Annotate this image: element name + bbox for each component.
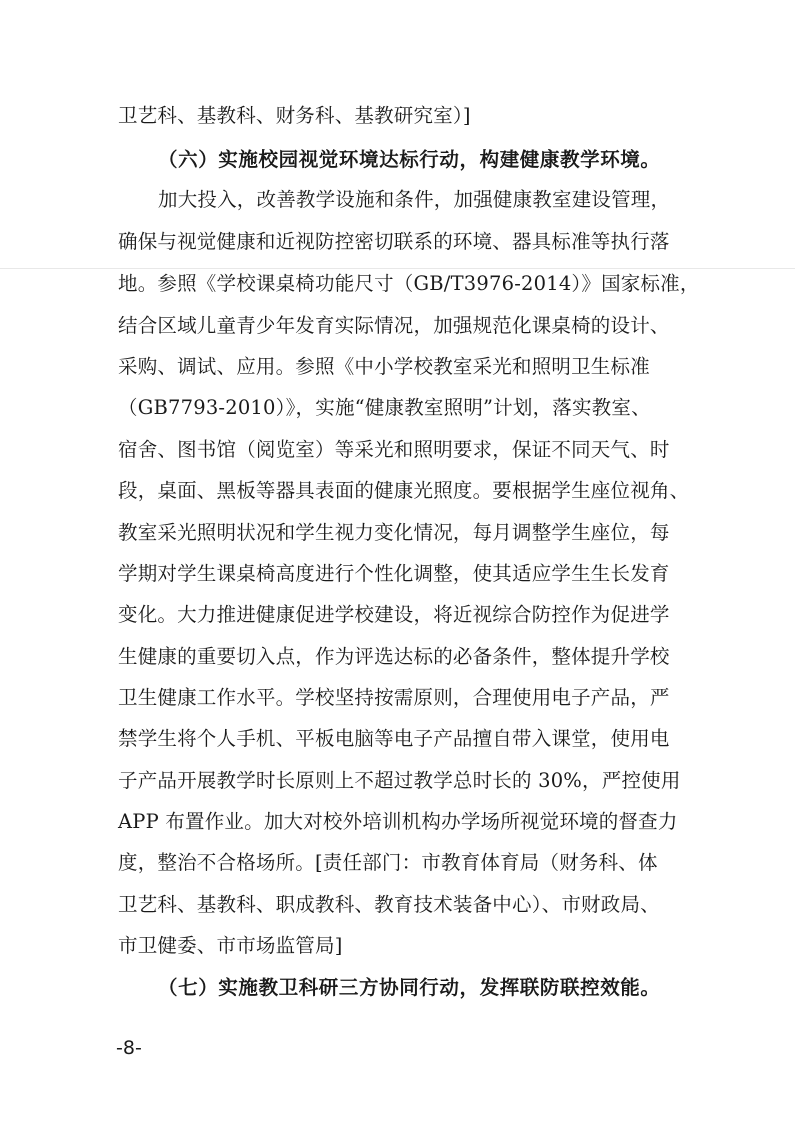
text-line: 地。参照《学校课桌椅功能尺寸（GB/T3976-2014）》国家标准， — [118, 272, 700, 295]
paragraph-first-line: 加大投入，改善教学设施和条件，加强健康教室建设管理， — [158, 188, 671, 211]
text-line: 教室采光照明状况和学生视力变化情况，每月调整学生座位，每 — [118, 521, 670, 544]
text-line: 子产品开展教学时长原则上不超过教学总时长的 30%，严控使用 — [118, 769, 681, 792]
text-line: 宿舍、图书馆（阅览室）等采光和照明要求，保证不同天气、时 — [118, 438, 670, 461]
text-line: 卫艺科、基教科、财务科、基教研究室）] — [118, 104, 471, 127]
page-number: -8- — [116, 1037, 142, 1059]
text-line: 结合区域儿童青少年发育实际情况，加强规范化课桌椅的设计、 — [118, 314, 670, 337]
scan-artifact-line — [0, 268, 795, 269]
text-line: 市卫健委、市市场监管局] — [118, 934, 343, 957]
section-heading-six: （六）实施校园视觉环境达标行动，构建健康教学环境。 — [158, 148, 661, 171]
text-line: 变化。大力推进健康促进学校建设，将近视综合防控作为促进学 — [118, 603, 670, 626]
text-line: 卫生健康工作水平。学校坚持按需原则，合理使用电子产品，严 — [118, 686, 670, 709]
text-line: 学期对学生课桌椅高度进行个性化调整，使其适应学生生长发育 — [118, 562, 670, 585]
text-line: APP 布置作业。加大对校外培训机构办学场所视觉环境的督查力 — [118, 810, 678, 833]
text-line: 度，整治不合格场所。[责任部门：市教育体育局（财务科、体 — [118, 851, 658, 874]
text-line: 采购、调试、应用。参照《中小学校教室采光和照明卫生标准 — [118, 355, 650, 378]
text-line: （GB7793-2010）》，实施“健康教室照明”计划，落实教室、 — [118, 396, 651, 419]
text-line: 卫艺科、基教科、职成教科、教育技术装备中心）、市财政局、 — [118, 893, 660, 916]
text-line: 禁学生将个人手机、平板电脑等电子产品擅自带入课堂，使用电 — [118, 727, 670, 750]
text-line: 段，桌面、黑板等器具表面的健康光照度。要根据学生座位视角、 — [118, 479, 690, 502]
section-heading-seven: （七）实施教卫科研三方协同行动，发挥联防联控效能。 — [158, 976, 661, 999]
text-line: 生健康的重要切入点，作为评选达标的必备条件，整体提升学校 — [118, 645, 670, 668]
text-line: 确保与视觉健康和近视防控密切联系的环境、器具标准等执行落 — [118, 230, 670, 253]
